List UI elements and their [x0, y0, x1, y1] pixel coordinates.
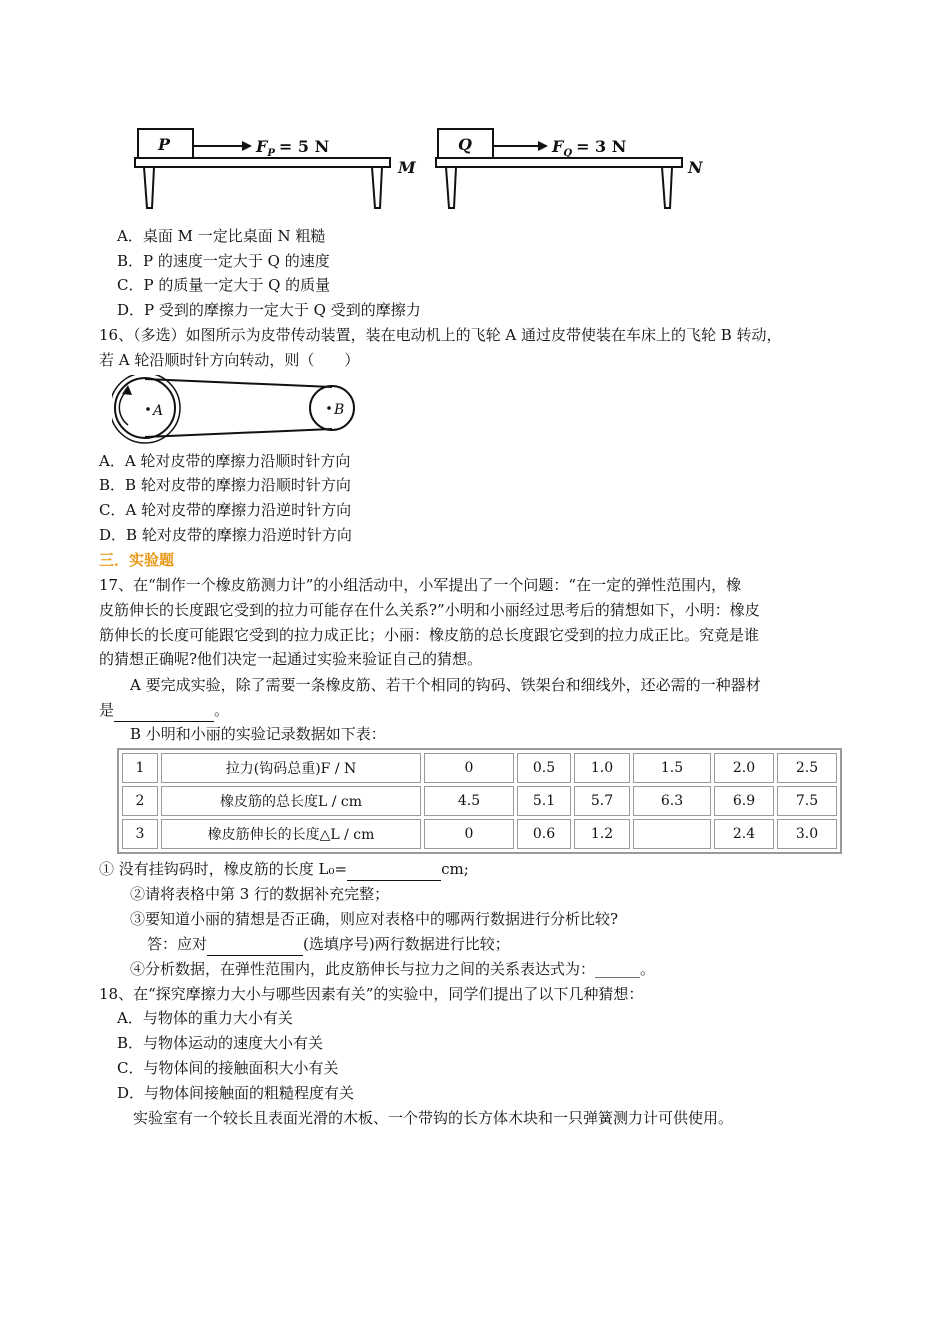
q18-intro: 18、在“探究摩擦力大小与哪些因素有关”的实验中，同学们提出了以下几种猜想：	[99, 985, 644, 1003]
q17-sub1-blank[interactable]	[347, 858, 441, 881]
q17-part-b: B 小明和小丽的实验记录数据如下表：	[130, 725, 386, 743]
table-cell: 2.5	[777, 753, 837, 783]
surface-m-label: M	[398, 158, 416, 177]
q17-sub1-suffix: cm;	[441, 860, 469, 878]
table-cell: 7.5	[777, 786, 837, 816]
q15-option-a: A．桌面 M 一定比桌面 N 粗糙	[117, 227, 326, 245]
surface-n-label: N	[688, 158, 703, 177]
table-cell: 2	[122, 786, 158, 816]
force-q-value: = 3 N	[576, 137, 627, 156]
q16-option-a: A．A 轮对皮带的摩擦力沿顺时针方向	[99, 452, 351, 470]
table-cell-blank[interactable]	[633, 819, 711, 849]
force-p-subscript: P	[267, 148, 275, 159]
table-cell: 0.6	[517, 819, 571, 849]
q17-answer-blank[interactable]	[207, 933, 303, 956]
force-p-symbol: F	[256, 137, 268, 156]
table-cell: 5.1	[517, 786, 571, 816]
table-cell: 1	[122, 753, 158, 783]
q17-part-a-prefix: 是	[99, 701, 115, 719]
q17-sub2: ②请将表格中第 3 行的数据补充完整；	[130, 885, 390, 903]
q18-option-c: C．与物体间的接触面积大小有关	[117, 1059, 339, 1077]
q17-answer-suffix: (选填序号)两行数据进行比较；	[303, 935, 510, 953]
q17-part-a-end: 。	[214, 701, 230, 719]
table-cell: 6.3	[633, 786, 711, 816]
table-cell: 2.4	[714, 819, 774, 849]
q18-closing: 实验室有一个较长且表面光滑的木板、一个带钩的长方体木块和一只弹簧测力计可供使用。	[133, 1109, 734, 1127]
force-q-symbol: F	[552, 137, 564, 156]
table-cell: 橡皮筋的总长度L / cm	[161, 786, 421, 816]
friction-tables-figure	[130, 120, 720, 215]
q17-intro-line2: 皮筋伸长的长度跟它受到的拉力可能存在什么关系?”小明和小丽经过思考后的猜想如下，小明：橡皮	[99, 601, 760, 619]
section-experiment-title: 三．实验题	[99, 551, 175, 569]
q17-intro-line3: 筋伸长的长度可能跟它受到的拉力成正比；小丽：橡皮筋的总长度跟它受到的拉力成正比。究竟是谁	[99, 626, 760, 644]
q16-stem-line2: 若 A 轮沿顺时针方向转动，则（ ）	[99, 351, 360, 369]
table-cell: 0	[424, 753, 514, 783]
table-cell: 橡皮筋伸长的长度△L / cm	[161, 819, 421, 849]
force-p-value: = 5 N	[278, 137, 330, 156]
q16-option-b: B．B 轮对皮带的摩擦力沿顺时针方向	[99, 476, 351, 494]
table-cell: 3	[122, 819, 158, 849]
block-p-label: P	[158, 135, 171, 154]
table-cell: 0	[424, 819, 514, 849]
table-cell: 0.5	[517, 753, 571, 783]
q17-part-a-blank[interactable]	[114, 699, 214, 722]
q17-intro-line4: 的猜想正确呢?他们决定一起通过实验来验证自己的猜想。	[99, 650, 483, 668]
table-cell: 拉力(钩码总重)F / N	[161, 753, 421, 783]
belt-drive-figure	[112, 375, 362, 445]
q17-sub1-prefix: ① 没有挂钩码时，橡皮筋的长度 L₀=	[99, 860, 348, 878]
q17-sub1	[99, 858, 469, 881]
table-cell: 2.0	[714, 753, 774, 783]
q15-option-b: B．P 的速度一定大于 Q 的速度	[117, 252, 330, 270]
table-cell: 1.2	[574, 819, 630, 849]
table-cell: 4.5	[424, 786, 514, 816]
q17-answer	[147, 933, 510, 956]
wheel-b-label: B	[334, 402, 345, 418]
table-cell: 6.9	[714, 786, 774, 816]
svg-text:FQ= 3 N	[551, 137, 626, 159]
table-row	[122, 786, 837, 816]
table-cell: 3.0	[777, 819, 837, 849]
q17-answer-prefix: 答：应对	[147, 935, 208, 953]
q15-option-d: D．P 受到的摩擦力一定大于 Q 受到的摩擦力	[117, 301, 421, 319]
q16-stem-line1: 16、（多选）如图所示为皮带传动装置，装在电动机上的飞轮 A 通过皮带使装在车床上的飞轮 B 转动，	[99, 326, 782, 344]
q16-option-c: C．A 轮对皮带的摩擦力沿逆时针方向	[99, 501, 352, 519]
wheel-a-label: A	[153, 403, 164, 419]
table-cell: 1.0	[574, 753, 630, 783]
q18-option-a: A．与物体的重力大小有关	[117, 1009, 293, 1027]
force-q-subscript: Q	[563, 148, 573, 159]
q15-option-c: C．P 的质量一定大于 Q 的质量	[117, 276, 331, 294]
table-cell: 5.7	[574, 786, 630, 816]
experiment-data-table	[117, 748, 842, 854]
q16-option-d: D．B 轮对皮带的摩擦力沿逆时针方向	[99, 526, 352, 544]
q17-part-a-line1: A 要完成实验，除了需要一条橡皮筋、若干个相同的钩码、铁架台和细线外，还必需的一种器材	[130, 676, 761, 694]
q17-intro-line1: 17、在“制作一个橡皮筋测力计”的小组活动中，小军提出了一个问题：“在一定的弹性范围内，橡	[99, 576, 742, 594]
q18-option-b: B．与物体运动的速度大小有关	[117, 1034, 324, 1052]
q18-option-d: D．与物体间接触面的粗糙程度有关	[117, 1084, 355, 1102]
table-row	[122, 819, 837, 849]
table-row	[122, 753, 837, 783]
table-cell: 1.5	[633, 753, 711, 783]
q17-sub4: ④分析数据，在弹性范围内，此皮筋伸长与拉力之间的关系表达式为：______。	[130, 960, 656, 978]
svg-text:FP= 5 N	[255, 137, 329, 159]
q17-sub3: ③要知道小丽的猜想是否正确，则应对表格中的哪两行数据进行分析比较?	[130, 910, 619, 928]
block-q-label: Q	[458, 135, 472, 154]
q17-part-a-line2	[99, 699, 229, 722]
